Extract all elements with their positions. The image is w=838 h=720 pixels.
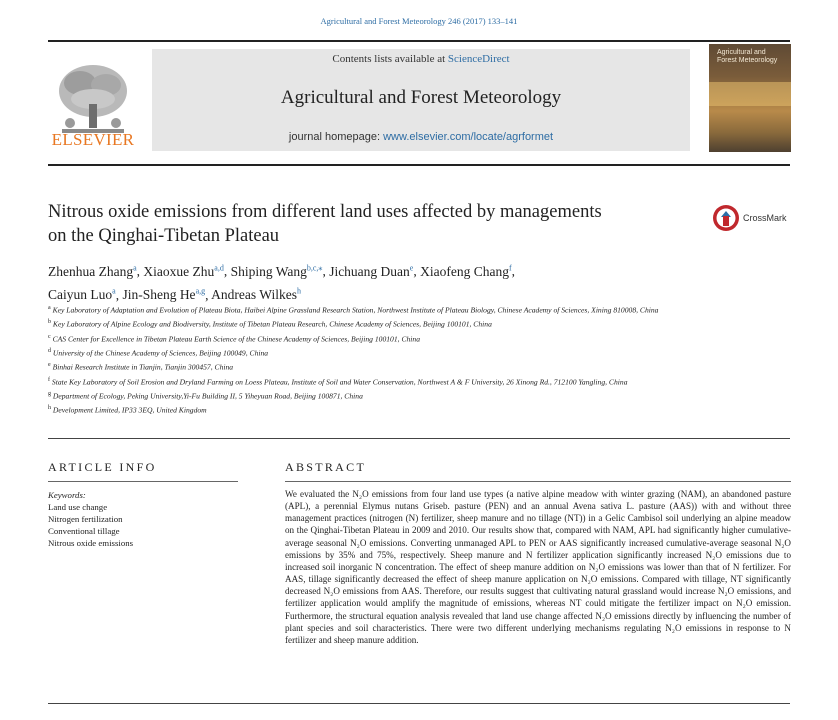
affiliation-item (48, 303, 708, 316)
keyword-item: Nitrogen fertilization (48, 514, 123, 524)
affiliation-item (48, 317, 708, 330)
author-name: Jin-Sheng He (122, 287, 196, 302)
affiliation-marker: c (48, 333, 51, 340)
affiliation-item (48, 403, 708, 416)
affiliation-item (48, 375, 708, 388)
crossmark-label: CrossMark (743, 213, 787, 223)
homepage-link[interactable]: www.elsevier.com/locate/agrformet (383, 131, 554, 143)
cover-title-line: Agricultural and (717, 49, 766, 56)
author-name: Caiyun Luo (48, 287, 113, 302)
author-name: Xiaofeng Chang (420, 263, 509, 279)
author-name: Jichuang Duan (329, 263, 410, 279)
header-bottom-rule (48, 164, 790, 166)
affiliation-text: Department of Ecology, Peking University,Yi-Fu Building II, 5 Yiheyuan Road, Beijing 100871, China (52, 391, 363, 401)
author[interactable] (143, 264, 223, 279)
affiliation-text: Key Laboratory of Adaptation and Evolution of Plateau Biota, Haibei Alpine Grassland Research Station, Northwest Institute of Plateau Biology, Chinese Academy of Sciences, Xining 810008, China (52, 305, 659, 315)
author-separator: , (322, 263, 330, 279)
affiliation-text: State Key Laboratory of Soil Erosion and Dryland Farming on Loess Plateau, Institute of Soil and Water Conservation, Northwest A & F University, 26 Xinong Rd., 712100 Yangling, China (51, 377, 628, 387)
author-affiliation-marker[interactable]: a,d (214, 263, 224, 272)
crossmark-icon (712, 204, 740, 232)
journal-citation[interactable]: Agricultural and Forest Meteorology 246 (2017) 133–141 (320, 16, 518, 26)
author-name: Zhenhua Zhang (48, 263, 134, 279)
cover-title-line: Forest Meteorology (717, 57, 778, 64)
abstract-rule (285, 481, 791, 482)
affiliation-marker: e (48, 362, 51, 369)
author[interactable] (211, 287, 301, 302)
author-separator: , (223, 263, 231, 279)
author-separator: , (413, 263, 421, 279)
author-separator: , (115, 287, 123, 302)
author-affiliation-marker[interactable]: b,c,⁎ (306, 263, 323, 272)
journal-banner (152, 49, 690, 151)
author-affiliation-marker[interactable]: f (508, 263, 512, 272)
affiliation-rule (48, 438, 790, 439)
author-affiliation-marker[interactable]: a (112, 286, 116, 296)
keywords-label: Keywords: (48, 490, 86, 500)
affiliation-marker: a (48, 305, 51, 311)
affiliation-marker: g (48, 390, 51, 397)
header-rule (48, 40, 790, 42)
affiliation-marker: h (48, 405, 51, 412)
article-info-heading: ARTICLE INFO (48, 460, 157, 474)
crossmark-badge[interactable] (712, 204, 792, 234)
affiliation-item (48, 389, 708, 402)
author-separator: , (136, 263, 144, 279)
keywords-block (48, 489, 248, 549)
article-info-rule (48, 481, 238, 482)
keyword-item: Conventional tillage (48, 526, 120, 536)
affiliation-item (48, 360, 708, 373)
abstract-heading: ABSTRACT (285, 460, 367, 474)
article-title-line: Nitrous oxide emissions from different land uses affected by managements (48, 202, 602, 222)
author-separator: , (205, 287, 212, 302)
author[interactable] (420, 264, 512, 279)
journal-title: Agricultural and Forest Meteorology (280, 87, 562, 108)
cover-title (717, 49, 787, 65)
homepage-prefix: journal homepage: (288, 131, 384, 143)
author[interactable] (48, 264, 137, 279)
article-title-line: on the Qinghai-Tibetan Plateau (48, 226, 280, 246)
author-separator: , (511, 263, 516, 279)
keyword-item: Nitrous oxide emissions (48, 538, 134, 548)
abstract-text: We evaluated the N₂O emissions from four land use types (a native alpine meadow with winter grazing (NAM), an abandoned pasture (APL), a perennial Elymus nutans Griseb. pasture (PEN) and an annual Avena sativa L. pasture (AAS)) with and without three management practices (nitrogen (N) fertilizer, sheep manure and no tillage (NT)) in a Gelic Cambisol soil underlying an alpine meadow on the Qinghai-Tibetan Plateau in 2009 and 2010. Our results show that, compared with NAM, APL had significantly higher cumulative-average seasonal N₂O emissions. Converting unmanaged APL to PEN or AAS significantly increased cumulative-average seasonal N₂O emissions by 35% and 75%, respectively. Sheep manure and N fertilizer application significantly increased N₂O emissions due to increased soil inorganic N concentration. The effect of sheep manure addition on N₂O emissions was lower than that of N fertilizer. For AAS, tillage significantly decreased the effect of sheep manure application on N₂O emissions. Compared with tillage, NT significantly decreased N₂O emissions from AAS. Therefore, our results suggest that cultivating natural grassland would increase N₂O emissions, and fertilizer application would amplify the magnitude of emissions, whereas NT could mitigate the fertilizer impact on N₂O emission. Furthermore, the structural equation analysis revealed that land use change affected N₂O emissions directly by influencing the number of plant species and soil characteristics. There were two different underlying mechanisms regulating N₂O emissions in response to N fertilizer and sheep manure addition. (285, 489, 791, 645)
journal-cover-image[interactable] (709, 44, 791, 152)
affiliation-text: CAS Center for Excellence in Tibetan Plateau Earth Science of the Chinese Academy of Sciences, Beijing 100101, China (52, 334, 421, 344)
author-name: Shiping Wang (230, 263, 307, 279)
author-name: Andreas Wilkes (211, 287, 297, 302)
author-affiliation-marker[interactable]: e (409, 263, 414, 272)
author[interactable] (48, 287, 116, 302)
affiliation-item (48, 332, 708, 345)
author-affiliation-marker[interactable]: h (296, 286, 301, 296)
affiliation-text: University of the Chinese Academy of Sciences, Beijing 100049, China (52, 348, 269, 358)
author-list (48, 258, 688, 305)
author[interactable] (122, 287, 205, 302)
author-affiliation-marker[interactable]: a (133, 263, 137, 272)
author[interactable] (329, 264, 413, 279)
contents-line (152, 53, 690, 65)
affiliation-text: Development Limited, IP33 3EQ, United Kingdom (52, 405, 207, 415)
cover-landscape-band (709, 82, 791, 106)
affiliation-marker: b (48, 319, 51, 326)
author-name: Xiaoxue Zhu (143, 263, 215, 279)
affiliation-marker: d (48, 347, 51, 354)
author[interactable] (231, 264, 323, 279)
affiliation-text: Binhai Research Institute in Tianjin, Tianjin 300457, China (52, 362, 234, 372)
abstract-bottom-rule (48, 703, 790, 704)
author-affiliation-marker[interactable]: a,g (195, 286, 206, 296)
affiliation-list (48, 303, 708, 418)
article-title (48, 200, 698, 248)
journal-homepage-line (152, 131, 690, 143)
elsevier-wordmark[interactable]: ELSEVIER (51, 130, 135, 149)
keyword-item: Land use change (48, 502, 108, 512)
affiliation-item (48, 346, 708, 359)
contents-prefix: Contents lists available at (332, 53, 448, 65)
affiliation-text: Key Laboratory of Alpine Ecology and Biodiversity, Institute of Tibetan Plateau Research, Chinese Academy of Sciences, Beijing 100101, China (52, 319, 492, 329)
sciencedirect-link[interactable]: ScienceDirect (447, 53, 510, 65)
affiliation-marker: f (48, 376, 50, 383)
